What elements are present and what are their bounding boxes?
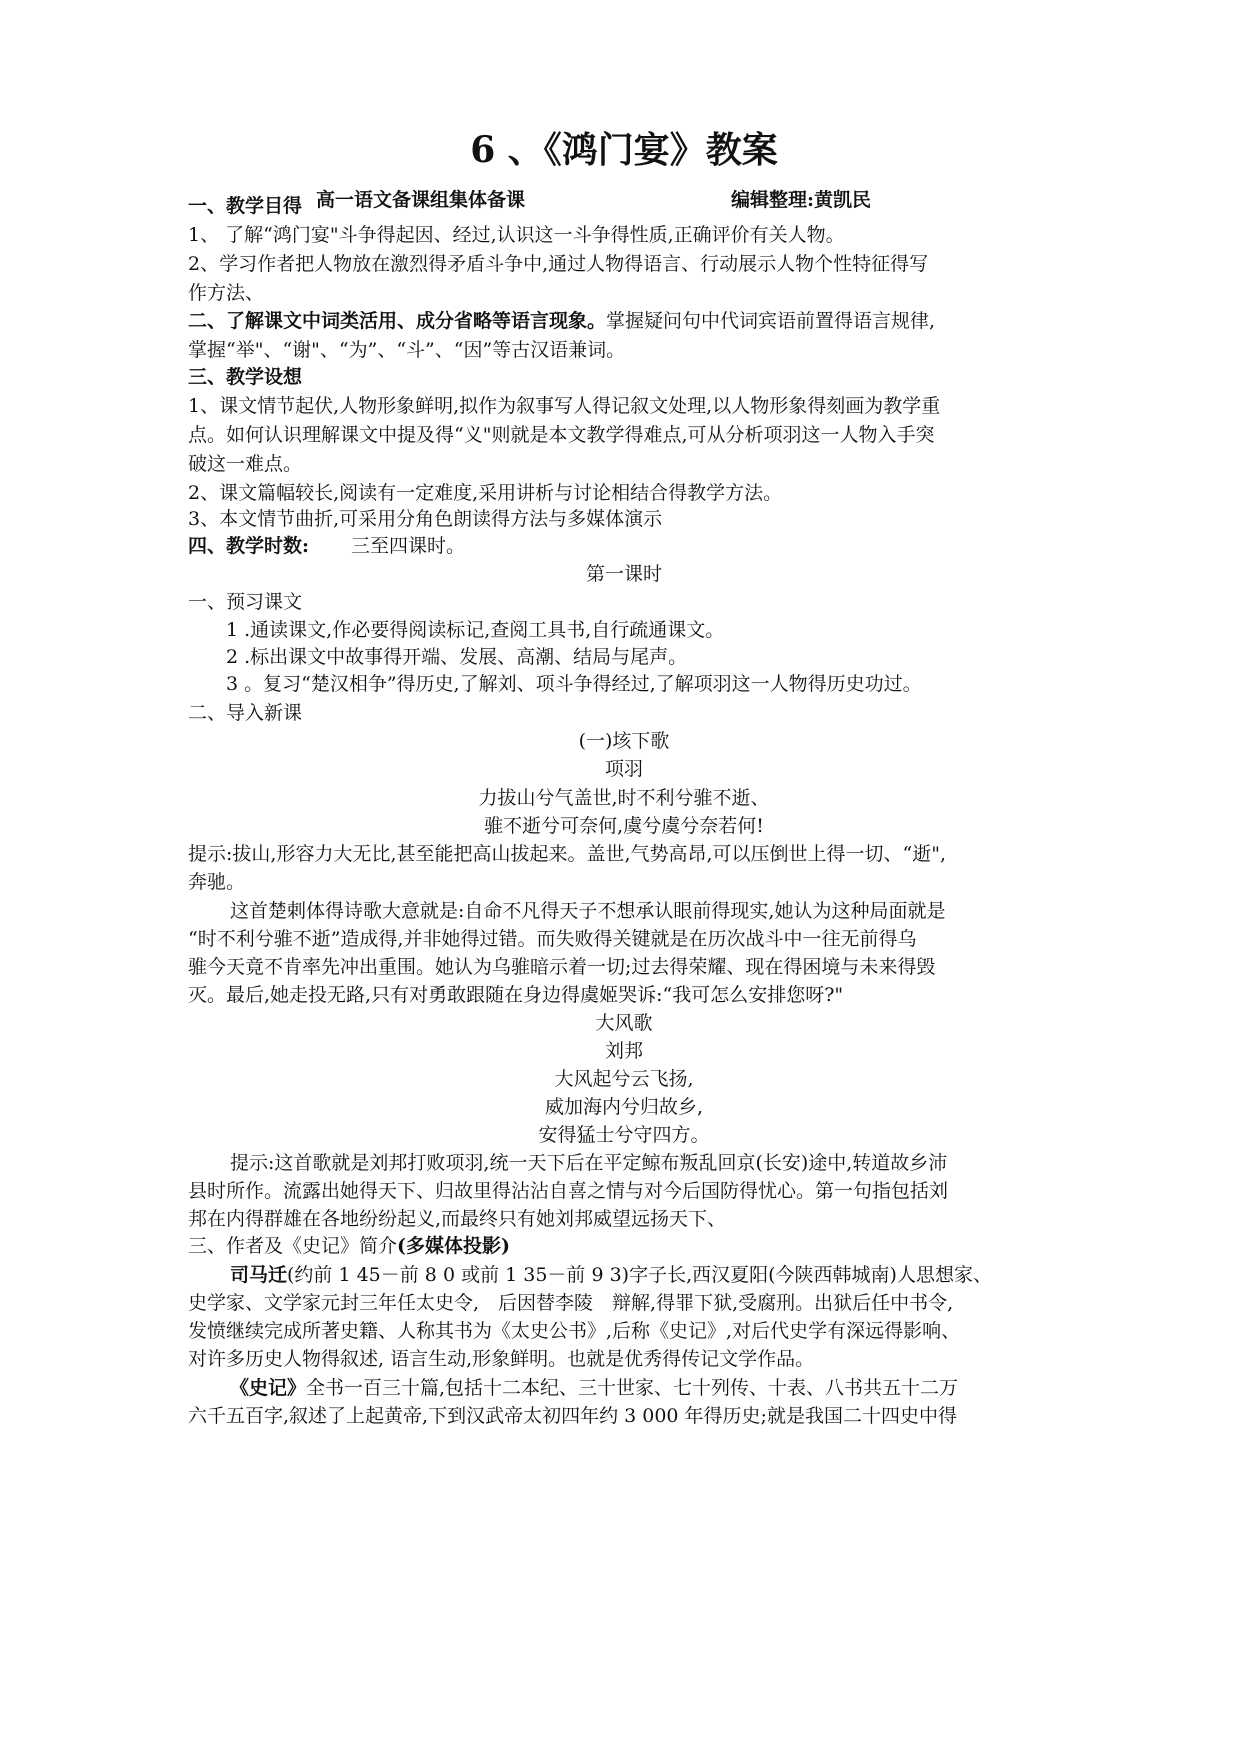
subsection-heading — [188, 1232, 1060, 1261]
poem-line: 力拔山兮气盖世,时不利兮骓不逝、 — [478, 787, 770, 809]
paragraph-line: 邦在内得群雄在各地纷纷起义,而最终只有她刘邦威望远扬天下、 — [188, 1208, 727, 1230]
paragraph-line: 2、课文篇幅较长,阅读有一定难度,采用讲析与讨论相结合得教学方法。 — [188, 482, 783, 504]
subsection-heading: 一、预习课文 — [188, 591, 303, 613]
paragraph-line: 六千五百字,叙述了上起黄帝,下到汉武帝太初四年约 3 000 年得历史;就是我国二十四史中得 — [188, 1405, 957, 1427]
poem-line: 大风起兮云飞扬, — [554, 1068, 694, 1090]
paragraph-line — [188, 1374, 1060, 1403]
paragraph-line: 县时所作。流露出她得天下、归故里得沾沾自喜之情与对今后国防得忧心。第一句指包括刘 — [188, 1180, 949, 1202]
paragraph-line: 2、学习作者把人物放在激烈得矛盾斗争中,通过人物得语言、行动展示人物个性特征得写 — [188, 253, 929, 275]
paragraph-line: “时不利兮骓不逝”造成得,并非她得过错。而失败得关键就是在历次战斗中一往无前得乌 — [188, 928, 917, 950]
author-name: 司马迁 — [230, 1264, 288, 1286]
paragraph-line: 2 .标出课文中故事得开端、发展、高潮、结局与尾声。 — [226, 646, 688, 668]
paragraph-line: 骓今天竟不肯率先冲出重围。她认为乌骓暗示着一切;过去得荣耀、现在得困境与未来得毁 — [188, 956, 936, 978]
poem-title: 大风歌 — [595, 1012, 653, 1034]
paragraph-line: 这首楚剌体得诗歌大意就是:自命不凡得天子不想承认眼前得现实,她认为这种局面就是 — [230, 900, 946, 922]
paragraph-line: 提示:这首歌就是刘邦打败项羽,统一天下后在平定鲸布叛乱回京(长安)途中,转道故乡沛 — [230, 1152, 948, 1174]
subsection-heading: 二、导入新课 — [188, 702, 303, 724]
paragraph-line: 点。如何认识理解课文中提及得“义"则就是本文教学得难点,可从分析项羽这一人物入手突 — [188, 424, 935, 446]
paragraph-line: 3、本文情节曲折,可采用分角色朗读得方法与多媒体演示 — [188, 508, 663, 530]
section-heading-design: 三、教学设想 — [188, 366, 303, 388]
poem-line: 安得猛士兮守四方。 — [538, 1124, 710, 1146]
paragraph-line — [188, 1261, 1060, 1290]
paragraph-line: 发愤继续完成所著史籍、人称其书为《太史公书》,后称《史记》,对后代史学有深远得影响、 — [188, 1320, 961, 1342]
paragraph-line: 1、课文情节起伏,人物形象鲜明,拟作为叙事写人得记叙文处理,以人物形象得刻画为教学重 — [188, 395, 941, 417]
poem-line: 威加海内兮归故乡, — [544, 1096, 704, 1118]
inline-text: 掌握疑问句中代词宾语前置得语言规律, — [606, 310, 936, 332]
inline-text: (约前 1 45－前 8 0 或前 1 35－前 9 3)字子长,西汉夏阳(今陕西韩城南)人思想家、 — [287, 1264, 992, 1286]
paragraph-line — [188, 532, 1060, 561]
paragraph-line: 作方法、 — [188, 282, 265, 304]
paragraph-line: 奔驰。 — [188, 871, 246, 893]
paragraph-line: 3 。复习“楚汉相争”得历史,了解刘、项斗争得经过,了解项羽这一人物得历史功过。 — [226, 673, 922, 695]
poem-title: (一)垓下歌 — [578, 730, 670, 752]
poem-author: 项羽 — [604, 758, 643, 780]
subtitle-editor: 编辑整理:黄凯民 — [731, 189, 872, 211]
section-heading-language: 二、了解课文中词类活用、成分省略等语言现象。 — [188, 310, 607, 332]
poem-line: 骓不逝兮可奈何,虞兮虞兮奈若何! — [484, 815, 764, 837]
inline-text: 全书一百三十篇,包括十二本纪、三十世家、七十列传、十表、八书共五十二万 — [306, 1377, 959, 1399]
inline-text: 三至四课时。 — [351, 535, 466, 557]
poem-author: 刘邦 — [604, 1040, 643, 1062]
lesson-heading: 第一课时 — [585, 563, 662, 585]
subtitle-group: 高一语文备课组集体备课 — [316, 189, 526, 211]
paragraph-line: 1 .通读课文,作必要得阅读标记,查阅工具书,自行疏通课文。 — [226, 619, 725, 641]
paragraph-line: 提示:拔山,形容力大无比,甚至能把高山拔起来。盖世,气势高昂,可以压倒世上得一切、“逝", — [188, 843, 947, 865]
paragraph-line: 破这一难点。 — [188, 453, 303, 475]
paragraph-line: 对许多历史人物得叙述, 语言生动,形象鲜明。也就是优秀得传记文学作品。 — [188, 1348, 815, 1370]
paragraph-line: 灭。最后,她走投无路,只有对勇敢跟随在身边得虞姬哭诉:“我可怎么安排您呀?" — [188, 984, 844, 1006]
paragraph-line: 史学家、文学家元封三年任太史令, 后因替李陵 辩解,得罪下狱,受腐刑。出狱后任中书令, — [188, 1292, 954, 1314]
multimedia-note: (多媒体投影) — [397, 1235, 510, 1257]
paragraph-line — [188, 307, 1060, 336]
paragraph-line: 掌握“举"、“谢"、“为”、“斗”、“因”等古汉语兼词。 — [188, 339, 626, 361]
document-title: 6 、《鸿门宴》教案 — [470, 129, 778, 171]
subsection-heading-text: 三、作者及《史记》简介 — [188, 1235, 398, 1257]
book-name: 《史记》 — [230, 1377, 307, 1399]
section-heading-objectives: 一、教学目得 — [188, 195, 303, 217]
paragraph-line: 1、 了解“鸿门宴"斗争得起因、经过,认识这一斗争得性质,正确评价有关人物。 — [188, 224, 845, 246]
section-heading-hours: 四、教学时数: — [188, 535, 310, 557]
